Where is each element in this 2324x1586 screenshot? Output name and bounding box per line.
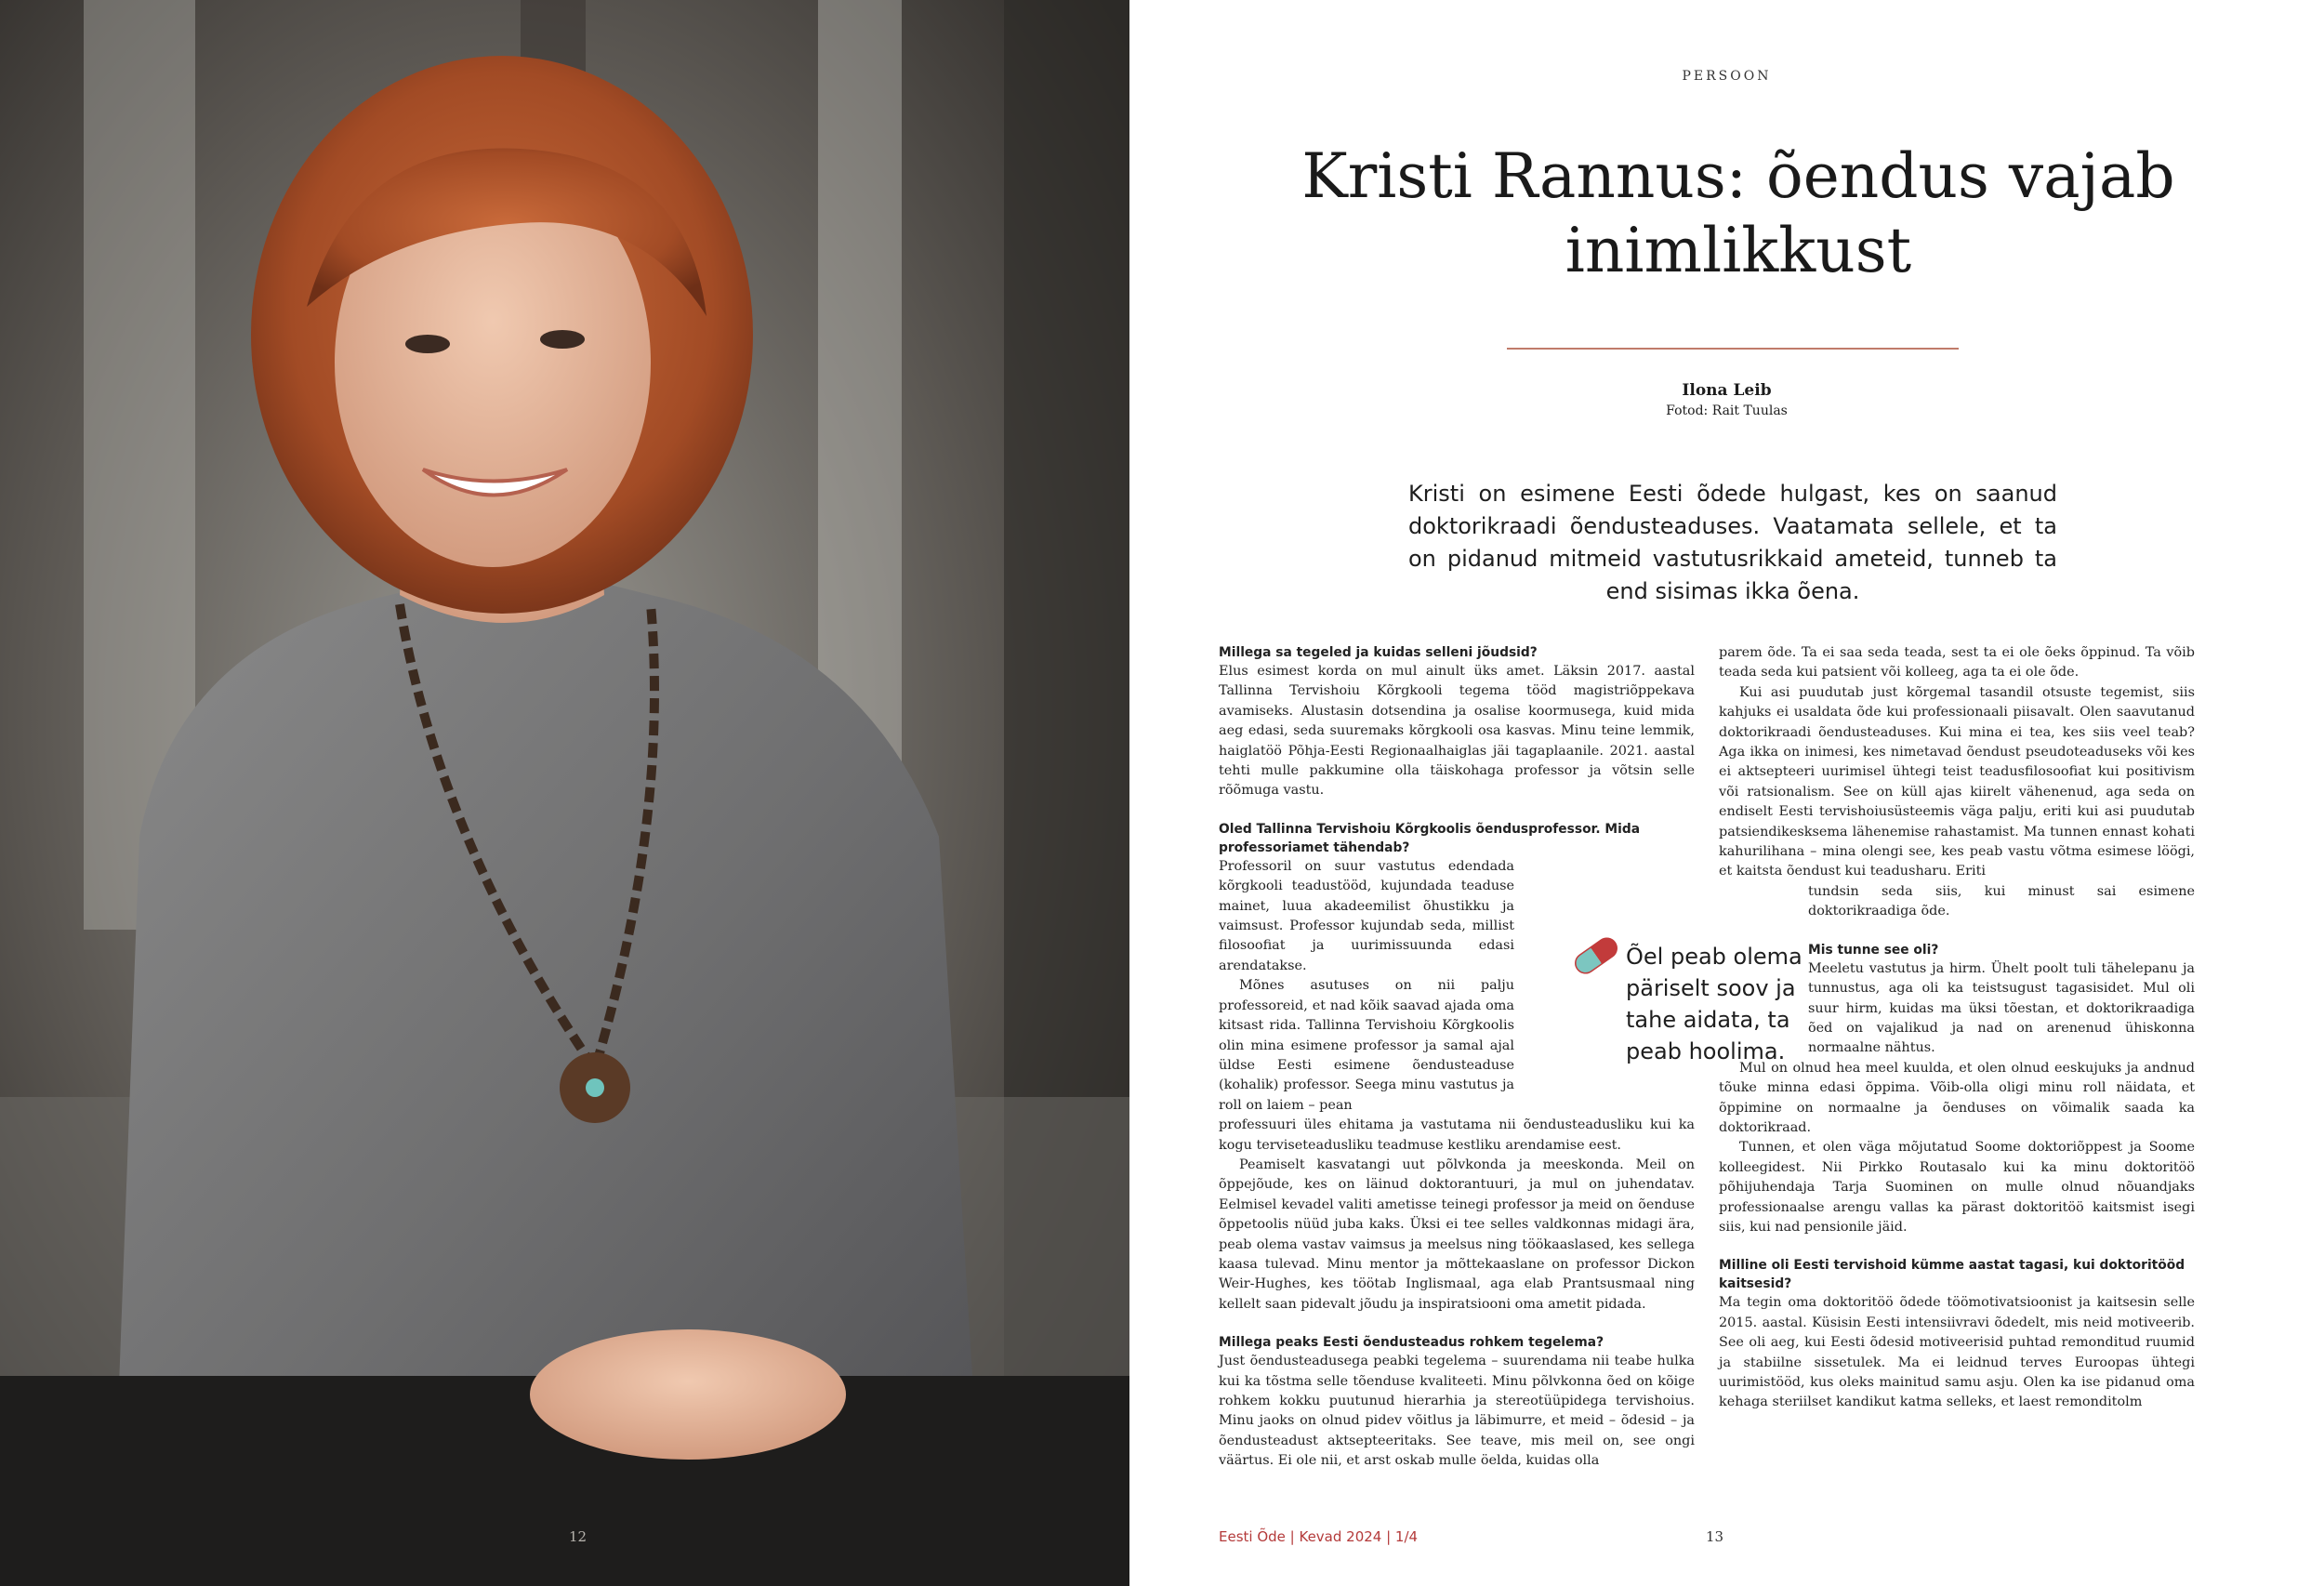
left-page-number: 12 [569, 1528, 588, 1545]
body-paragraph: Just õendusteadusega peabki tegelema – suurendama nii teabe hulka kui ka tõstma selle tõenduse kvaliteeti. Minu põlvkonna õed on kõige rohkem kokku puutunud hierarhia ja stereotüüpidega tervishoius. Minu jaoks on olnud pidev võitlus ja läbimurre, et meid – õdesid – ja õendusteadust aktsepteeritaks. See teave, mis meil on, see ongi väärtus. Ei ole nii, et arst oskab mulle öelda, kuidas olla [1219, 1354, 1695, 1469]
body-paragraph: professuuri üles ehitama ja vastutama nii õendusteadusliku kui ka kogu terviseteadusliku teadmuse kestliku arendamise eest. [1219, 1117, 1695, 1153]
question-heading: Oled Tallinna Tervishoiu Kõrgkoolis õendusprofessor. Mida professoriamet tähendab? [1219, 821, 1641, 855]
right-page-number: 13 [1706, 1528, 1724, 1545]
body-paragraph: Elus esimest korda on mul ainult üks amet. Läksin 2017. aastal Tallinna Tervishoiu Kõrgkooli tegema tööd magistriõppekava avamiseks. Alustasin dotsendina ja osalise koormusega, kuid mida aeg edasi, seda suuremaks kõrgkooli osa kasvas. Minu teine lemmik, haiglatöö Põhja-Eesti Regionaalhaiglas jäi tagaplaanile. 2021. aastal tehti mulle pakkumine olla täiskohaga professor ja võtsin selle rõõmuga vastu. [1219, 664, 1695, 799]
body-paragraph: Tunnen, et olen väga mõjutatud Soome doktoriõppest ja Soome kolleegidest. Nii Pirkko Routasalo kui ka minu doktoritöö põhijuhendaja Tarja Suominen on mulle olnud nõuandjaks professionaalse arengu vallas ka pärast doktoritöö kaitsmist isegi siis, kui nad pensionile jäid. [1719, 1140, 2195, 1235]
body-paragraph: Professoril on suur vastutus edendada kõrgkooli teadustööd, kujundada teaduse mainet, luua akadeemilist õhustikku ja vaimsust. Professor kujundab seda, millist filosoofiat ja uurimissuunda edasi arendatakse. [1219, 858, 1514, 973]
body-paragraph: Meeletu vastutus ja hirm. Ühelt poolt tuli tähelepanu ja tunnustus, aga oli ka teistsugust tagasisidet. Mul oli suur hirm, kuidas ma üksi tõestan, et doktorikraadiga õed on vajalikud ja nad on arenenud ühiskonna normaalne nähtus. [1808, 960, 2195, 1056]
question-heading: Milline oli Eesti tervishoid kümme aastat tagasi, kui doktoritööd kaitsesid? [1719, 1258, 2185, 1292]
article-title: Kristi Rannus: õendus vajab inimlikkust [1301, 140, 2175, 286]
body-paragraph: Kui asi puudutab just kõrgemal tasandil otsuste tegemist, siis kahjuks ei usaldata õde kui professionaali piisavalt. Olen saavutanud doktorikraadi õendusteaduses. Kui mina ei tea, kes siis veel teab? Aga ikka on inimesi, kes nimetavad õendust pseudoteaduseks või kes ei aktsepteeri uurimisel ühtegi teist teadusfilosoofiat kui positivism või ratsionalism. See on küll ajas kiirelt vähenenud, aga seda on endiselt Eesti tervishoiusüsteemis väga palju, eriti kui asi puudutab patsiendikesksema lähenemise rahastamist. Ma tunnen ennast kohati kahurilihana – mina olengi see, kes peab vastu võtma esimese löögi, et kaitsta õendust kui teadusharu. Eriti [1719, 684, 2195, 879]
photo-credit: Fotod: Rait Tuulas [1666, 403, 1788, 418]
body-paragraph: parem õde. Ta ei saa seda teada, sest ta ei ole õeks õppinud. Ta võib teada seda kui patsient või kolleeg, aga ta ei ole õde. [1719, 645, 2195, 681]
portrait-illustration [0, 0, 1129, 1586]
pull-quote-text: Õel peab olema päriselt soov ja tahe aidata, ta peab hoolima. [1626, 944, 1802, 1064]
portrait-photo [0, 0, 1129, 1586]
body-paragraph: Mul on olnud hea meel kuulda, et olen olnud eeskujuks ja andnud tõuke minna edasi õppima. Võib-olla oligi minu roll näidata, et õppimine on normaalne ja õenduses on võimalik saada ka doktorikraad. [1719, 1060, 2195, 1135]
author-name: Ilona Leib [1682, 381, 1772, 400]
body-column-right [1719, 643, 2195, 1413]
section-label: PERSOON [1682, 69, 1772, 84]
article-page [1129, 0, 2324, 1586]
body-paragraph: Peamiselt kasvatangi uut põlvkonda ja meeskonda. Meil on õppejõude, kes on läinud doktorantuuri, ja mul on juhendatav. Eelmisel kevadel valiti ametisse teinegi professor ja meid on õenduse õppetoolis nüüd juba kaks. Üksi ei tee selles valdkonnas midagi ära, peab olema vastav vaimsus ja meelsus ning töökaaslased, kes sellega kaasa tulevad. Minu mentor ja mõttekaaslane on professor Dickon Weir-Hughes, kes töötab Inglismaal, aga elab Prantsusmaal ning kellelt saan pidevalt jõudu ja inspiratsiooni oma ametit pidada. [1219, 1156, 1695, 1312]
pill-icon [1570, 930, 1622, 982]
body-paragraph: tundsin seda siis, kui minust sai esimene doktorikraadiga õde. [1808, 883, 2195, 919]
body-paragraph: Ma tegin oma doktoritöö õdede töömotivatsioonist ja kaitsesin selle 2015. aastal. Küsisin Eesti intensiivravi õdedelt, mis neid motiveerib. See oli aeg, kui Eesti õdesid motiveerisid puhtad remonditud ruumid ja stabiilne sissetulek. Ma ei leidnud terves Euroopas ühtegi uurimistööd, kus oleks mainitud samu asju. Olen ka ise pidanud oma kehaga steriilset kandikut katma selleks, et laest remonditolm [1719, 1295, 2195, 1410]
body-paragraph: Mõnes asutuses on nii palju professoreid, et nad kõik saavad ajada oma kitsast rida. Tallinna Tervishoiu Kõrgkoolis olin mina esimene professor ja samal ajal üldse Eesti esimene õendusteaduse (kohalik) professor. Seega minu vastutus ja roll on laiem – pean [1219, 978, 1514, 1113]
question-heading: Mis tunne see oli? [1808, 942, 1939, 958]
lead-paragraph: Kristi on esimene Eesti õdede hulgast, kes on saanud doktorikraadi õendusteaduses. Vaatamata sellele, et ta on pidanud mitmeid vastutusrikkaid ameteid, tunneb ta end sisimas ikka õena. [1408, 481, 2057, 604]
question-heading: Millega peaks Eesti õendusteadus rohkem tegelema? [1219, 1335, 1604, 1351]
footer-publication: Eesti Õde | Kevad 2024 | 1/4 [1219, 1528, 1419, 1545]
body-column-left [1219, 643, 1695, 1472]
title-divider [1507, 348, 1959, 350]
question-heading: Millega sa tegeled ja kuidas selleni jõudsid? [1219, 645, 1538, 660]
